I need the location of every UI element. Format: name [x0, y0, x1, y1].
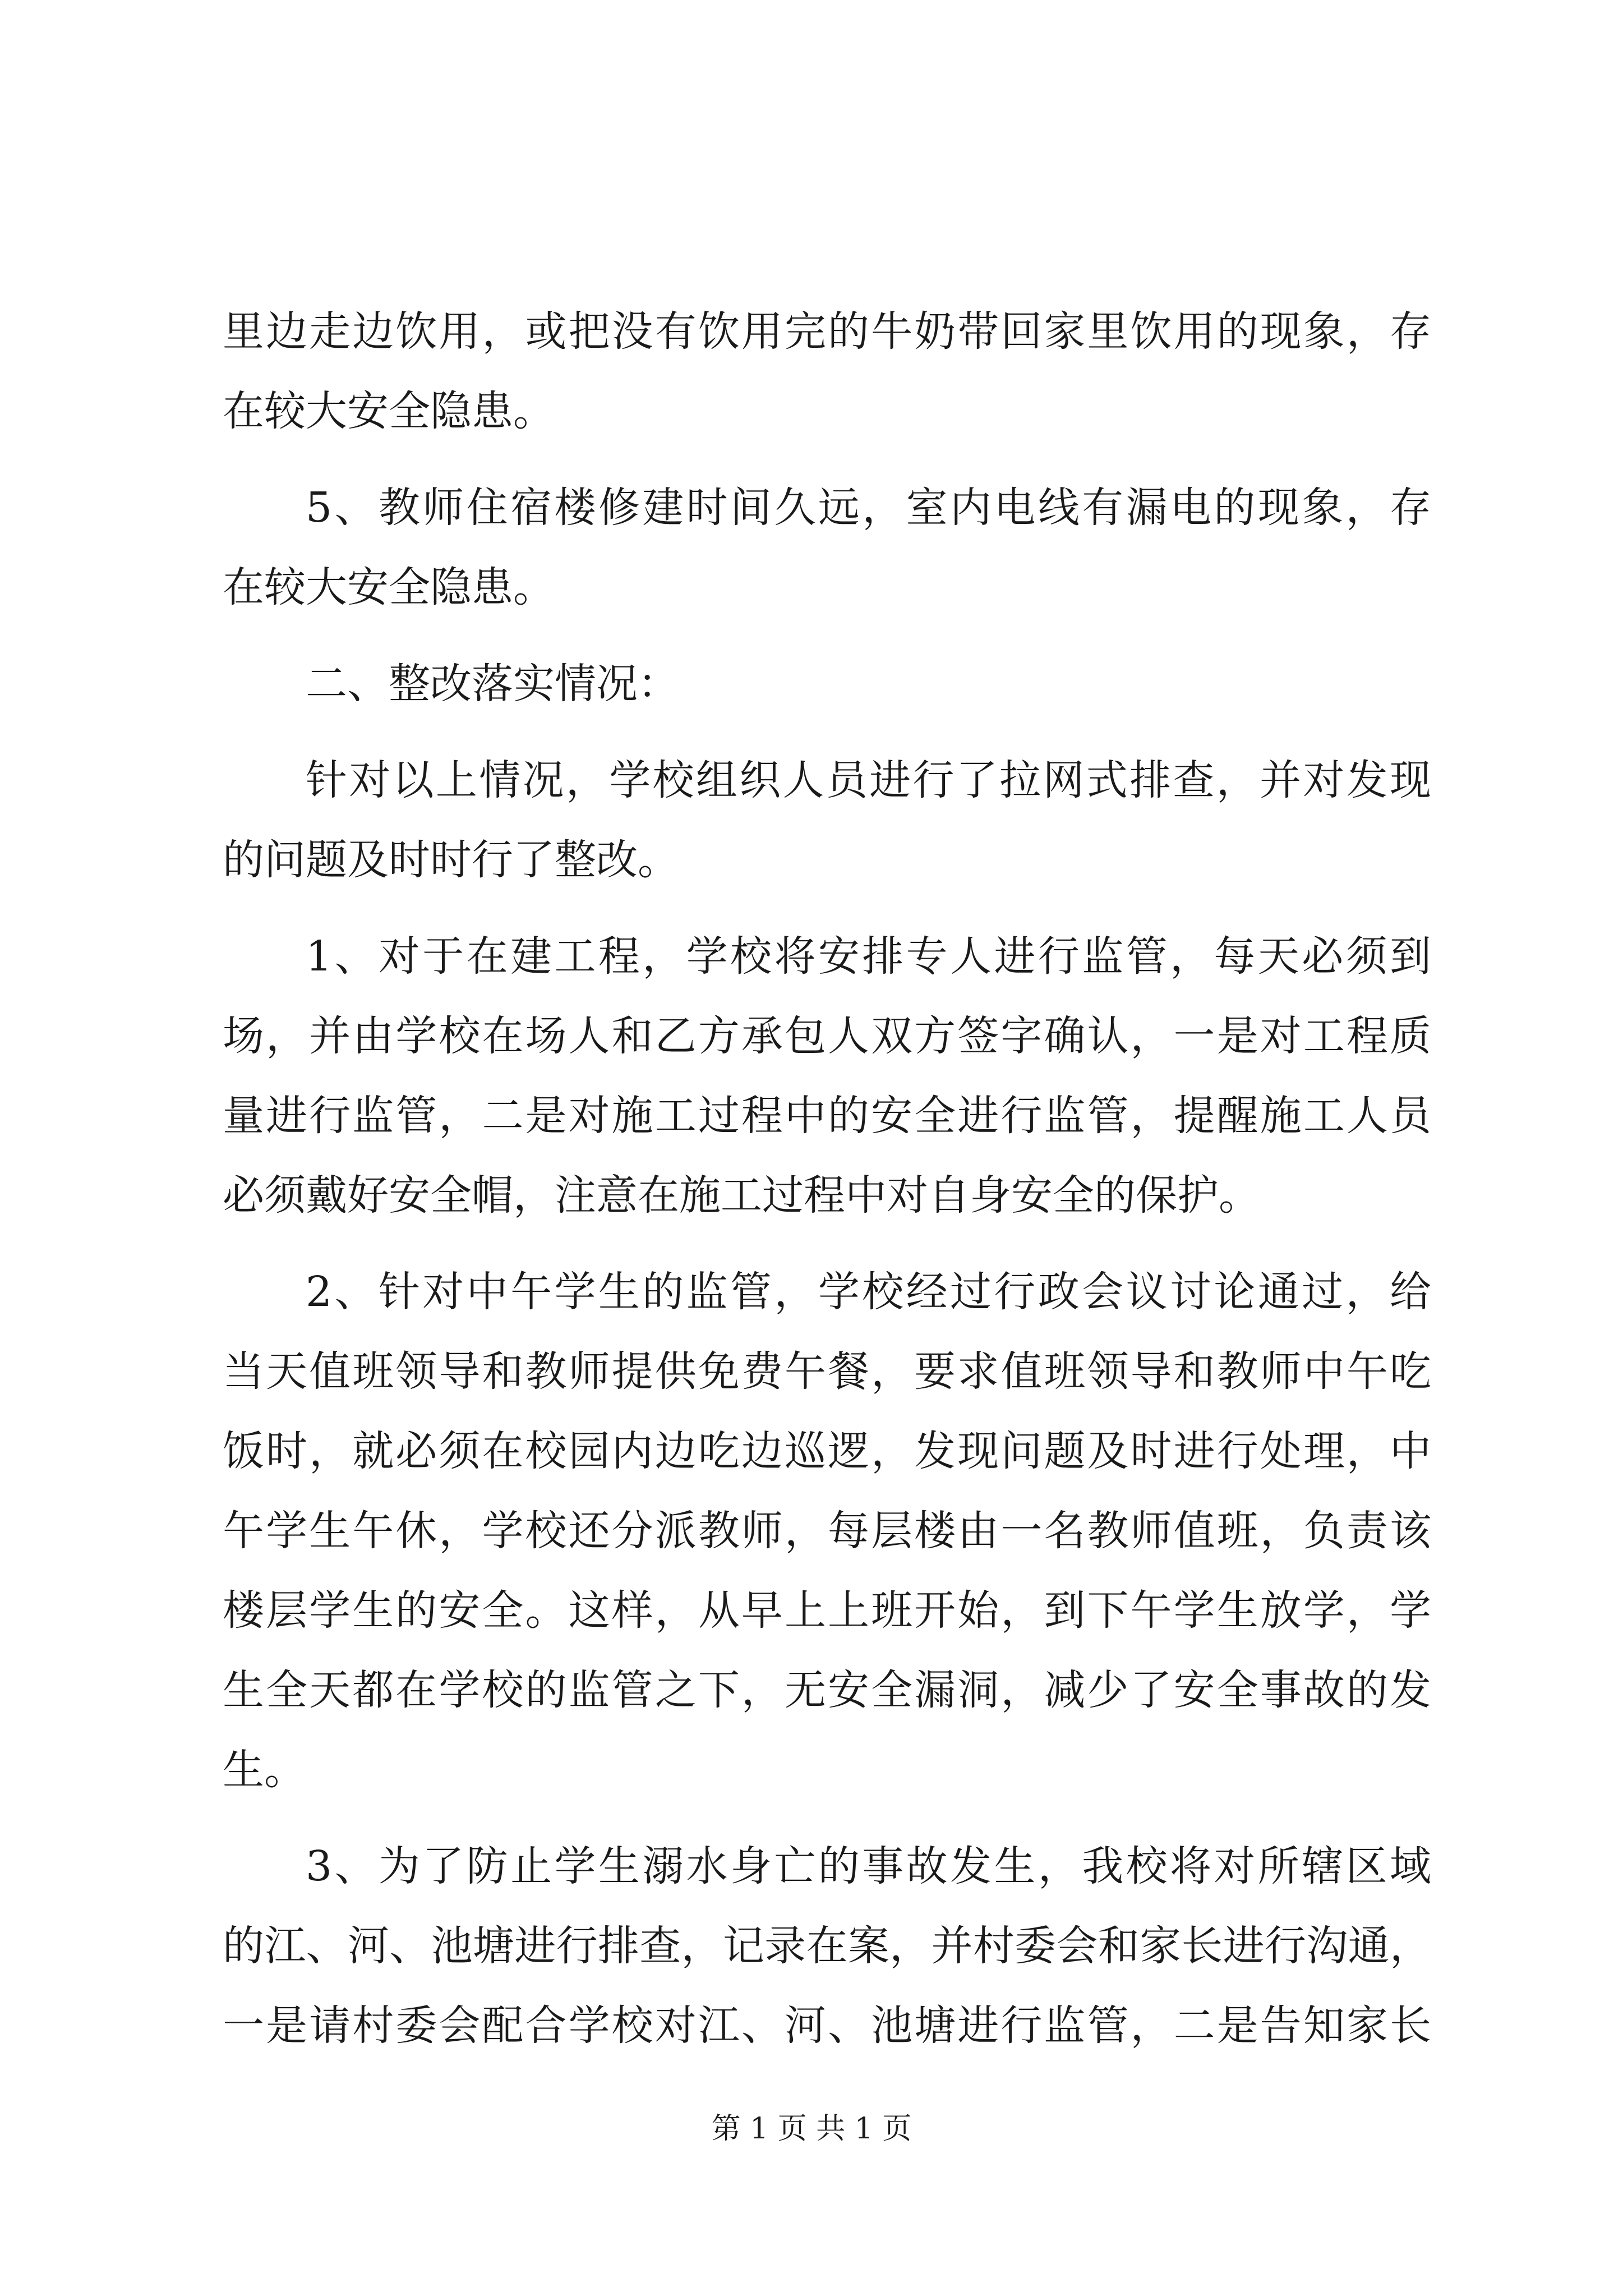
text-line: 1、对于在建工程，学校将安排专人进行监管，每天必须到	[306, 932, 1431, 981]
paragraph-2	[223, 468, 1431, 627]
page-number-text: 第 1 页 共 1 页	[711, 2112, 912, 2146]
text-line: 2、针对中午学生的监管，学校经过行政会议讨论通过，给	[306, 1268, 1431, 1316]
text-line: 3、为了防止学生溺水身亡的事故发生，我校将对所辖区域	[306, 1842, 1431, 1890]
document-body	[223, 292, 1431, 2065]
paragraph-3	[223, 740, 1431, 900]
text-line: 在较大安全隐患。	[223, 563, 555, 611]
text-line: 一是请村委会配合学校对江、河、池塘进行监管，二是告知家长	[223, 2001, 1431, 2050]
paragraph-1	[223, 292, 1431, 451]
text-line: 的江、河、池塘进行排查，记录在案，并村委会和家长进行沟通，	[223, 1922, 1431, 1970]
text-line: 午学生午休，学校还分派教师，每层楼由一名教师值班，负责该	[223, 1507, 1431, 1555]
text-line: 里边走边饮用，或把没有饮用完的牛奶带回家里饮用的现象，存	[223, 307, 1431, 356]
paragraph-4	[223, 917, 1431, 1235]
text-line: 量进行监管，二是对施工过程中的安全进行监管，提醒施工人员	[223, 1092, 1431, 1140]
section-heading	[223, 644, 1431, 724]
text-line: 楼层学生的安全。这样，从早上上班开始，到下午学生放学，学	[223, 1586, 1431, 1635]
text-line: 必须戴好安全帽，注意在施工过程中对自身安全的保护。	[223, 1171, 1260, 1220]
heading-text: 二、整改落实情况：	[306, 660, 679, 708]
text-line: 饭时，就必须在校园内边吃边巡逻，发现问题及时进行处理，中	[223, 1427, 1431, 1475]
text-line: 5、教师住宿楼修建时间久远，室内电线有漏电的现象，存	[306, 484, 1431, 532]
text-line: 当天值班领导和教师提供免费午餐，要求值班领导和教师中午吃	[223, 1347, 1431, 1396]
text-line: 生全天都在学校的监管之下，无安全漏洞，减少了安全事故的发	[223, 1666, 1431, 1714]
text-line: 生。	[223, 1746, 306, 1794]
paragraph-5	[223, 1252, 1431, 1810]
page-footer	[0, 2109, 1623, 2148]
text-line: 在较大安全隐患。	[223, 387, 555, 435]
paragraph-6	[223, 1826, 1431, 2065]
text-line: 场，并由学校在场人和乙方承包人双方签字确认，一是对工程质	[223, 1012, 1431, 1060]
text-line: 的问题及时时行了整改。	[223, 836, 679, 884]
text-line: 针对以上情况，学校组织人员进行了拉网式排查，并对发现	[306, 756, 1431, 804]
